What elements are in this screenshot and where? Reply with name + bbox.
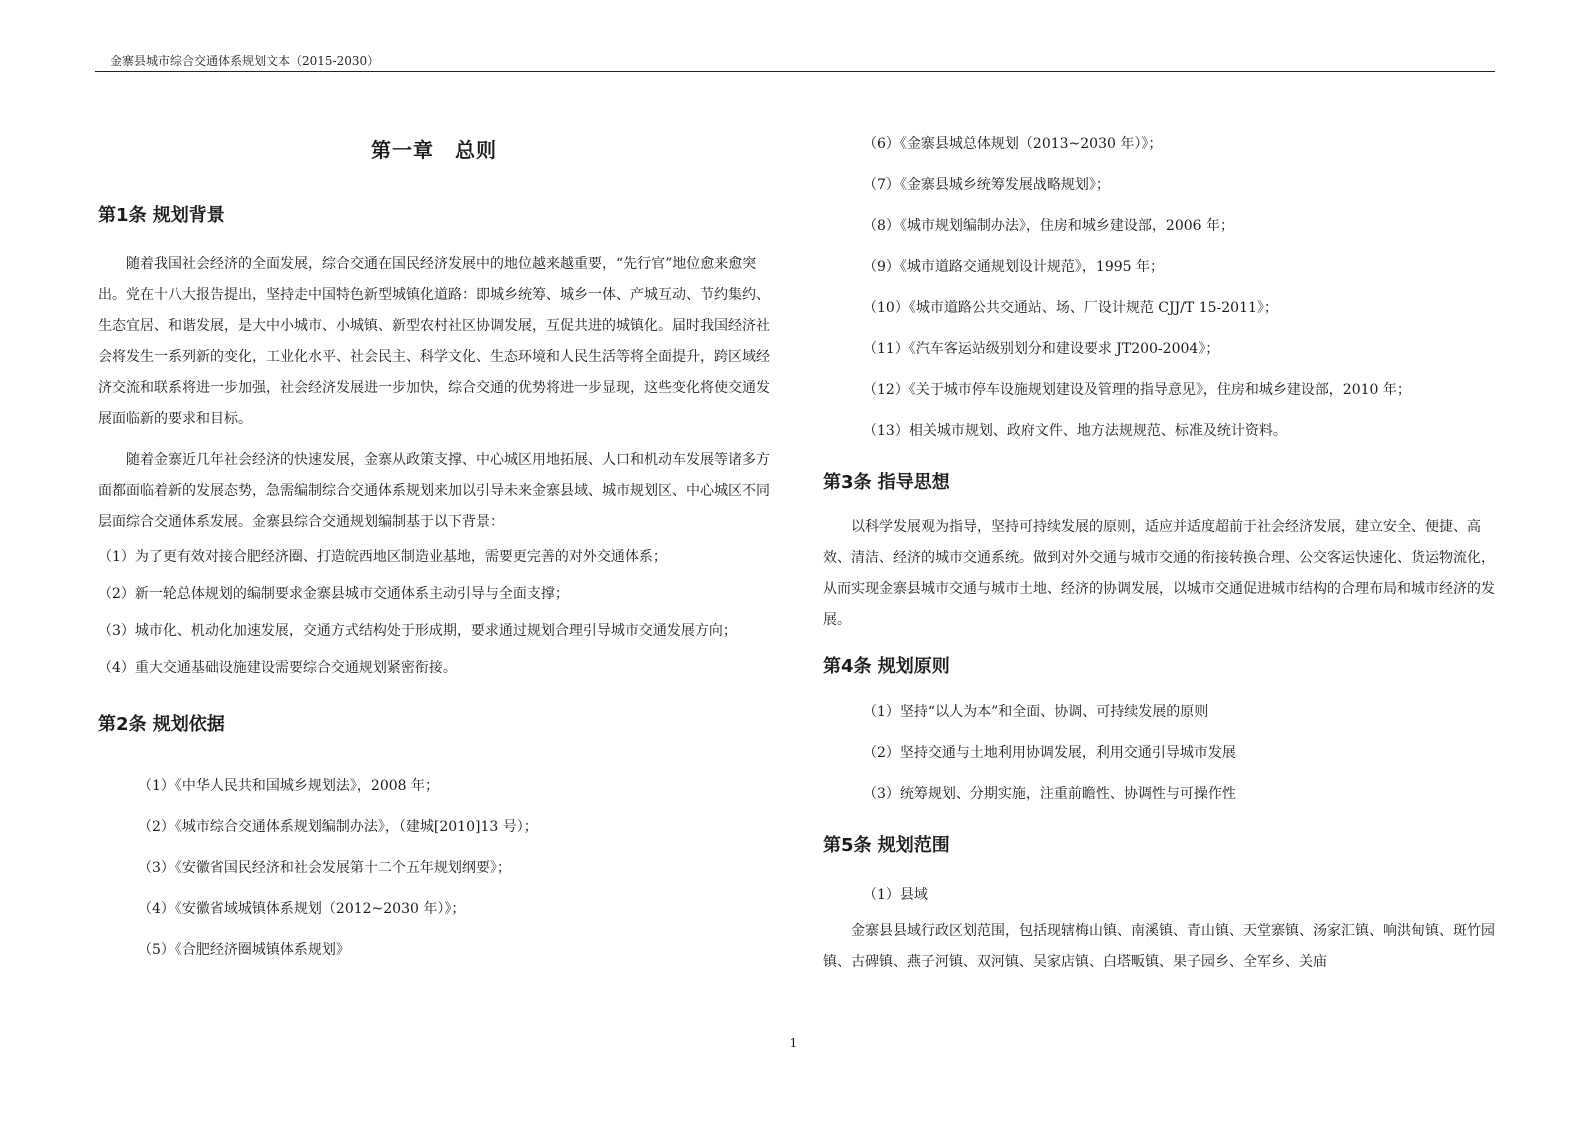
article-1-paragraph-2: 随着金寨近几年社会经济的快速发展，金寨从政策支撑、中心城区用地拓展、人口和机动车发展等诸多方面都面临着新的发展态势，急需编制综合交通体系规划来加以引导未来金寨县域、城市规划区、中心城区不同层面综合交通体系发展。金寨县综合交通规划编制基于以下背景： (98, 452, 770, 530)
list-item: （4）重大交通基础设施建设需要综合交通规划紧密衔接。 (98, 660, 457, 676)
list-item: （1）坚持“以人为本”和全面、协调、可持续发展的原则 (863, 704, 1209, 720)
list-item: （9）《城市道路交通规划设计规范》，1995 年； (863, 259, 1164, 275)
article-1-paragraph-1: 随着我国社会经济的全面发展，综合交通在国民经济发展中的地位越来越重要，“先行官”地位愈来愈突出。党在十八大报告提出，坚持走中国特色新型城镇化道路：即城乡统筹、城乡一体、产城互动、节约集约、生态宜居、和谐发展，是大中小城市、小城镇、新型农村社区协调发展，互促共进的城镇化。届时我国经济社会将发生一系列新的变化，工业化水平、社会民主、科学文化、生态环境和人民生活等将全面提升，跨区域经济交流和联系将进一步加强，社会经济发展进一步加快，综合交通的优势将进一步显现，这些变化将使交通发展面临新的要求和目标。 (98, 256, 770, 427)
list-item: （11）《汽车客运站级别划分和建设要求 JT200-2004》； (863, 341, 1220, 357)
chapter-title: 第一章 总则 (371, 138, 497, 162)
list-item: （8）《城市规划编制办法》，住房和城乡建设部，2006 年； (863, 218, 1234, 234)
right-column (823, 124, 1495, 978)
list-item: （6）《金寨县城总体规划（2013~2030 年）》； (863, 136, 1163, 152)
running-header: 金寨县城市综合交通体系规划文本（2015-2030） (110, 54, 380, 68)
article-2-list-continued (823, 124, 1495, 452)
page-number: 1 (789, 1036, 798, 1050)
article-4-heading: 第4条 规划原则 (823, 656, 950, 677)
list-item: （2）坚持交通与土地利用协调发展，利用交通引导城市发展 (863, 745, 1236, 761)
list-item: （3）城市化、机动化加速发展，交通方式结构处于形成期，要求通过规划合理引导城市交通发展方向； (98, 623, 737, 639)
article-1-heading: 第1条 规划背景 (98, 205, 225, 226)
header-rule (95, 71, 1495, 72)
list-item: （3）统筹规划、分期实施，注重前瞻性、协调性与可操作性 (863, 786, 1236, 802)
list-item: （1）《中华人民共和国城乡规划法》，2008 年； (138, 778, 439, 794)
list-item: （7）《金寨县城乡统筹发展战略规划》； (863, 177, 1110, 193)
article-3-heading: 第3条 指导思想 (823, 472, 950, 493)
list-item: （1）为了更有效对接合肥经济圈、打造皖西地区制造业基地，需要更完善的对外交通体系； (98, 549, 667, 565)
list-item: （2）《城市综合交通体系规划编制办法》，（建城[2010]13 号）； (138, 819, 538, 835)
article-5-paragraph: 金寨县县域行政区划范围，包括现辖梅山镇、南溪镇、青山镇、天堂寨镇、汤家汇镇、响洪甸镇、斑竹园镇、古碑镇、燕子河镇、双河镇、吴家店镇、白塔畈镇、果子园乡、全军乡、关庙 (823, 923, 1495, 970)
article-2-heading: 第2条 规划依据 (98, 714, 225, 735)
article-4-list (823, 692, 1495, 815)
left-column (98, 126, 770, 971)
list-item: （10）《城市道路公共交通站、场、厂设计规范 CJJ/T 15-2011》； (863, 300, 1278, 316)
article-3-paragraph: 以科学发展观为指导，坚持可持续发展的原则，适应并适度超前于社会经济发展，建立安全、便捷、高效、清洁、经济的城市交通系统。做到对外交通与城市交通的衔接转换合理、公交客运快速化、货运物流化，从而实现金寨县城市交通与城市土地、经济的协调发展，以城市交通促进城市结构的合理布局和城市经济的发展。 (823, 519, 1495, 628)
list-item: （4）《安徽省域城镇体系规划（2012~2030 年）》； (138, 901, 466, 917)
list-item: （12）《关于城市停车设施规划建设及管理的指导意见》，住房和城乡建设部，2010 年； (863, 382, 1411, 398)
list-item: （13）相关城市规划、政府文件、地方法规规范、标准及统计资料。 (863, 423, 1287, 439)
list-item: （1）县域 (863, 887, 928, 903)
list-item: （2）新一轮总体规划的编制要求金寨县城市交通体系主动引导与全面支撑； (98, 586, 569, 602)
article-5-heading: 第5条 规划范围 (823, 835, 950, 856)
list-item: （3）《安徽省国民经济和社会发展第十二个五年规划纲要》； (138, 860, 511, 876)
article-2-list (98, 766, 770, 971)
list-item: （5）《合肥经济圈城镇体系规划》 (138, 942, 350, 958)
